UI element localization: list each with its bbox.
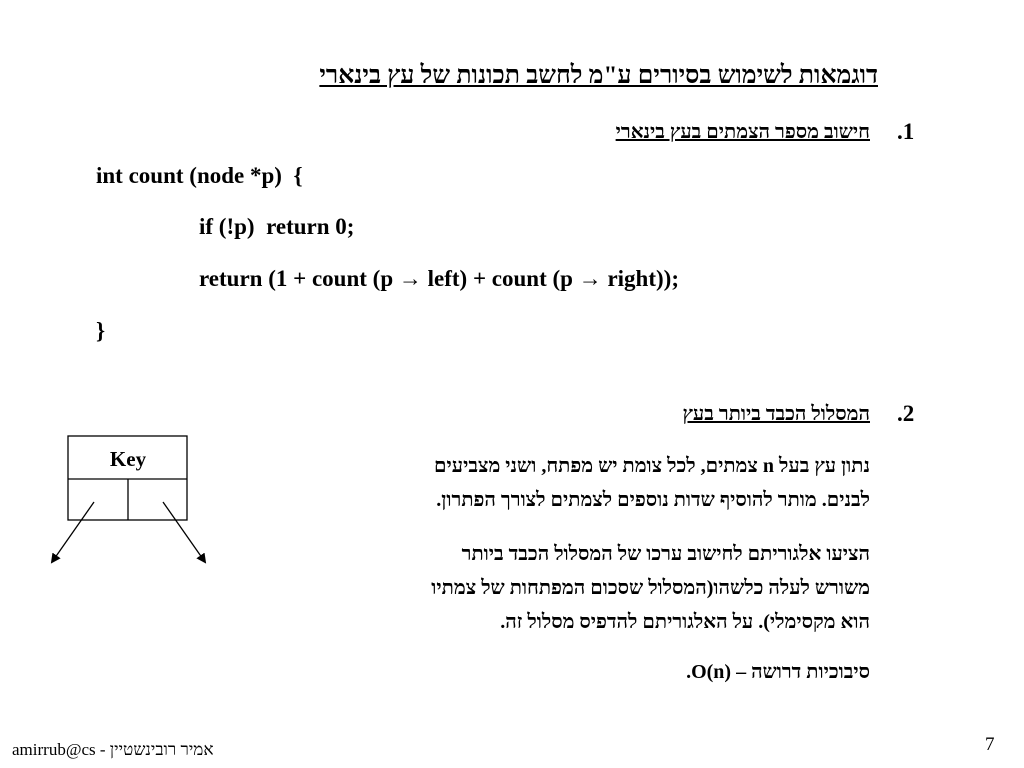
left-child-arrow: [52, 502, 94, 562]
complexity-requirement: סיבוכיות דרושה – O(n).: [686, 661, 870, 683]
section-1-heading: חישוב מספר הצמתים בעץ בינארי: [615, 121, 870, 143]
code-line-4: }: [96, 318, 106, 343]
paragraph-1-line-1: נתון עץ בעל n צמתים, לכל צומת יש מפתח, ושני מצביעים: [434, 455, 870, 477]
code-line-3: return (1 + count (p → left) + count (p → right));: [199, 266, 679, 291]
page-number: 7: [985, 734, 995, 755]
footer-author: amirrub@cs - אמיר רובינשטיין: [12, 740, 214, 759]
paragraph-2-line-2: משורש לעלה כלשהו(המסלול שסכום המפתחות של צמתיו: [431, 577, 870, 599]
paragraph-1-line-2: לבנים. מותר להוסיף שדות נוספים לצמתים לצורך הפתרון.: [436, 489, 870, 511]
code-line-2: if (!p) return 0;: [199, 214, 355, 239]
slide-title: דוגמאות לשימוש בסיורים ע"מ לחשב תכונות של עץ בינארי: [319, 62, 878, 89]
section-2-heading: המסלול הכבד ביותר בעץ: [682, 403, 870, 425]
paragraph-2-line-3: הוא מקסימלי). על האלגוריתם להדפיס מסלול זה.: [500, 611, 870, 633]
node-key-label: Key: [109, 447, 147, 471]
right-child-arrow: [163, 502, 205, 562]
paragraph-2-line-1: הציעו אלגוריתם לחישוב ערכו של המסלול הכבד ביותר: [461, 543, 870, 565]
section-1-number: .1: [897, 119, 915, 144]
section-2-number: .2: [897, 401, 915, 426]
code-line-1: int count (node *p) {: [96, 163, 303, 188]
